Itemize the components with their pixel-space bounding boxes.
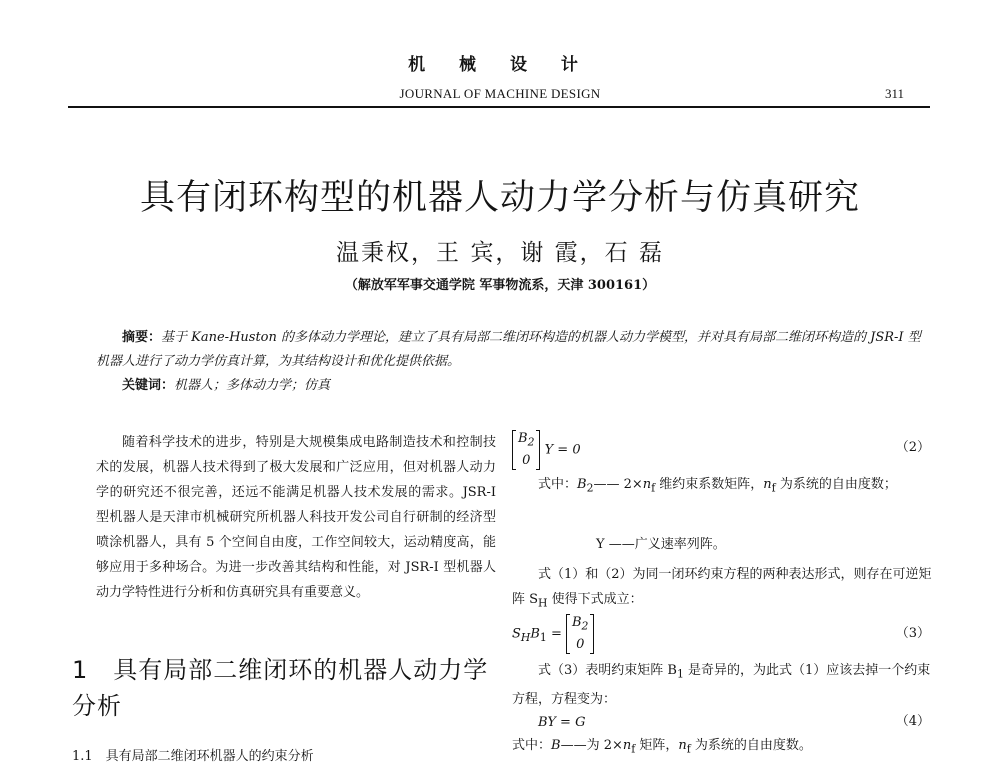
eq4-where-lead: 式中： <box>512 738 552 753</box>
eq2-where-b2-sub: 2 <box>586 481 594 495</box>
eq2-where <box>512 472 932 501</box>
journal-title-cn: 机 械 设 计 <box>408 55 592 75</box>
eq2-where-nf-sub: f <box>651 481 656 495</box>
equation-2 <box>512 430 932 470</box>
eq3-matrix-top: B <box>571 615 582 630</box>
para-after-eq2 <box>512 562 932 616</box>
eq2-where-lead: 式中： <box>538 477 578 492</box>
equation-3: $S_HB_1$ = $B_2$ 0 <box>512 614 932 654</box>
page-number: 311 <box>884 86 904 101</box>
eq4-where-dim: ——为 2× <box>560 738 623 753</box>
eq3-matrix-bottom: 0 <box>576 636 585 652</box>
para-after-eq2-tail: 使得下式成立： <box>547 592 643 607</box>
keywords-label: 关键词： <box>122 378 175 393</box>
eq3-number: （3） <box>895 626 930 641</box>
eq3-s-sub: H <box>520 630 531 644</box>
para-after-eq3-sub: 1 <box>676 667 684 681</box>
paper-title: 具有闭环构型的机器人动力学分析与仿真研究 <box>139 178 860 218</box>
intro-paragraph: 随着科学技术的进步，特别是大规模集成电路制造技术和控制技术的发展，机器人技术得到了极大发展和广泛应用，但对机器人动力学的研究还不很完善，还远不能满足机器人技术发展的需求。JSR-I 型机器人是天津市机械研究所机器人科技开发公司自行研制的经济型喷涂机器人，具有 5 个空间自由度，工作空间较大，运动精度高，能够应用于多种场合。为进一步改善其结构和性能，对 JSR-I 型机器人动力学特性进行分析和仿真研究具有重要意义。 <box>96 435 496 600</box>
eq3-matrix <box>566 614 594 654</box>
eq3-matrix-top-sub: 2 <box>581 619 589 633</box>
eq2-y-definition: Y ——广义速率列阵。 <box>596 537 726 552</box>
section-heading: 1 具有局部二维闭环的机器人动力学分析 <box>72 656 489 720</box>
eq2-where-tail: 为系统的自由度数； <box>775 477 897 492</box>
abstract-label: 摘要： <box>122 330 162 345</box>
para-after-eq3-text: 式（3）表明约束矩阵 B <box>538 663 677 678</box>
eq2-where-desc: 维约束系数矩阵， <box>655 477 764 492</box>
keywords-text: 机器人；多体动力学；仿真 <box>174 378 331 393</box>
equation-4 <box>512 710 932 735</box>
eq4-where-nf-sub: f <box>631 742 636 756</box>
eq4-where-nf-sub-2: f <box>686 742 691 756</box>
eq2-rhs: Y = 0 <box>544 442 581 458</box>
para-after-eq3 <box>512 658 932 712</box>
eq2-matrix <box>512 430 540 470</box>
eq4-number: （4） <box>895 714 930 729</box>
eq3-b: B <box>530 626 540 642</box>
eq2-where-nf-2: n <box>763 477 772 492</box>
abstract-text: 基于 Kane-Huston 的多体动力学理论，建立了具有局部二维闭环构造的机器人动力学模型，并对具有局部二维闭环构造的 JSR-I 型机器人进行了动力学仿真计算，为其结构设计和优化提供依据。 <box>96 330 921 369</box>
eq4-where-nf-2: n <box>678 738 687 753</box>
para-after-eq2-text: 式（1）和（2）为同一闭环约束方程的两种表达形式，则存在可逆矩阵 S <box>512 567 932 607</box>
para-after-eq2-sub: H <box>538 596 548 610</box>
journal-title-en: JOURNAL OF MACHINE DESIGN <box>399 86 601 101</box>
eq4-where-desc: 矩阵， <box>635 738 679 753</box>
eq4-where-nf: n <box>622 738 632 753</box>
eq2-where-nf: n <box>642 477 652 492</box>
eq4-text: BY = G <box>538 715 586 730</box>
eq3-b-sub: 1 <box>539 630 547 644</box>
eq4-where-b: B <box>551 738 561 753</box>
abstract <box>96 326 926 374</box>
eq3-s: S <box>512 626 521 642</box>
eq4-where-tail: 为系统的自由度数。 <box>690 738 812 753</box>
eq2-where-b2: B <box>577 477 587 492</box>
eq2-matrix-top-sub: 2 <box>527 435 535 449</box>
eq2-matrix-top: B <box>518 431 528 446</box>
eq2-matrix-bottom: 0 <box>522 452 531 468</box>
eq4-where <box>512 733 932 762</box>
eq2-where-nf-sub-2: f <box>771 481 776 495</box>
subsection-heading: 1.1 具有局部二维闭环机器人的约束分析 <box>72 749 314 764</box>
eq2-where-dim: —— 2× <box>593 477 643 492</box>
para-after-eq3-tail: 是奇异的，为此式（1）应该去掉一个约束方程，方程变为： <box>512 663 931 707</box>
eq2-number: （2） <box>895 440 930 455</box>
paper-affiliation: （解放军军事交通学院 军事物流系，天津 300161） <box>344 278 656 293</box>
keywords <box>96 374 926 393</box>
header-rule <box>68 106 930 108</box>
paper-authors: 温秉权，王 宾，谢 霞，石 磊 <box>336 240 664 266</box>
